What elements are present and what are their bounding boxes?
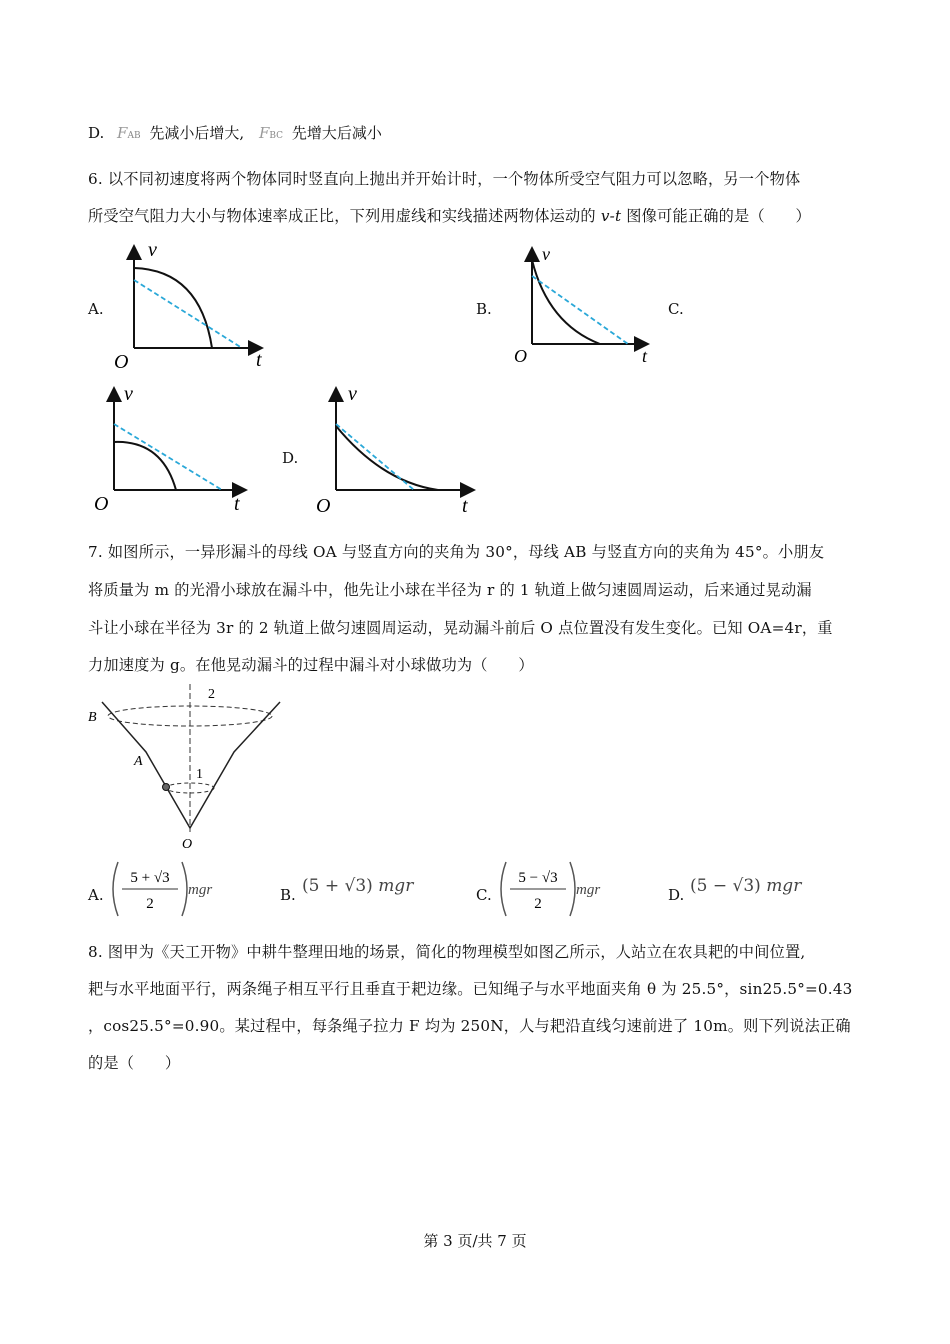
denominator: 2 <box>146 896 154 912</box>
dashed-line <box>114 424 222 490</box>
q7-line3: 斗让小球在半径为 3r 的 2 轨道上做匀速圆周运动，晃动漏斗前后 O 点位置没有发生变化。已知 OA=4r，重 <box>88 619 833 637</box>
t-label: t <box>234 493 240 515</box>
q7-option-b-label: B. <box>280 886 296 904</box>
f-bc-subscript: BC <box>269 131 284 141</box>
t-label: t <box>462 495 468 517</box>
v-label: v <box>148 239 157 261</box>
mgr: mgr <box>766 876 802 896</box>
option-label: D. <box>88 124 105 142</box>
q6-option-a-label: A. <box>88 300 104 318</box>
label-b: B <box>88 710 97 725</box>
q6-line2-var: v-t <box>600 207 622 225</box>
q6-option-d-label: D. <box>282 449 299 467</box>
expr: (5 + √3) <box>302 876 373 896</box>
v-label: v <box>542 244 550 264</box>
mgr: mgr <box>576 882 601 898</box>
q7-option-c-expr <box>496 858 616 920</box>
page-footer: 第 3 页/共 7 页 <box>423 1232 527 1250</box>
q7-line4: 力加速度为 g。在他晃动漏斗的过程中漏斗对小球做功为（ ） <box>88 656 534 674</box>
v-label: v <box>124 384 133 405</box>
left-paren <box>113 862 118 916</box>
f-ab-symbol: F <box>117 124 128 142</box>
q6-line2-post: 图像可能正确的是（ ） <box>626 207 811 225</box>
solid-curve <box>114 442 176 490</box>
q6-line2-pre: 所受空气阻力大小与物体速率成正比，下列用虚线和实线描述两物体运动的 <box>88 207 596 225</box>
q7-line2: 将质量为 m 的光滑小球放在漏斗中，他先让小球在半径为 r 的 1 轨道上做匀速圆周运动，后来通过晃动漏 <box>88 581 812 599</box>
q8-line1: 8. 图甲为《天工开物》中耕牛整理田地的场景，简化的物理模型如图乙所示，人站立在农具耙的中间位置, <box>88 943 806 961</box>
q6-line1: 6. 以不同初速度将两个物体同时竖直向上抛出并开始计时，一个物体所受空气阻力可以忽略，另一个物体 <box>88 170 801 188</box>
q6-option-b-label: B. <box>476 300 492 318</box>
t-label: t <box>642 346 648 366</box>
f-bc-symbol: F <box>258 124 270 142</box>
q7-option-a-expr <box>108 858 228 920</box>
f-ab-subscript: AB <box>127 131 141 141</box>
q6-option-c-label: C. <box>668 300 684 318</box>
mgr: mgr <box>378 876 414 896</box>
graph-b <box>508 244 658 368</box>
q5-d-text1: 先减小后增大, <box>149 124 245 142</box>
q7-option-d-label: D. <box>668 886 685 904</box>
graph-c <box>92 384 262 518</box>
q7-line1: 7. 如图所示，一异形漏斗的母线 OA 与竖直方向的夹角为 30°，母线 AB 与竖直方向的夹角为 45°。小朋友 <box>88 543 825 561</box>
graph-d <box>312 384 482 518</box>
v-label: v <box>348 384 357 405</box>
q7-option-c-label: C. <box>476 886 492 904</box>
right-paren <box>182 862 187 916</box>
expr: (5 − √3) <box>690 876 761 896</box>
q5-option-d <box>88 122 382 143</box>
label-o: O <box>182 837 193 852</box>
solid-curve <box>532 260 600 344</box>
t-label: t <box>256 349 262 371</box>
q7-option-b-expr <box>302 876 413 896</box>
q7-option-d-expr <box>690 876 801 896</box>
origin-label: O <box>514 346 527 366</box>
origin-label: O <box>114 351 129 372</box>
ball <box>163 784 170 791</box>
origin-label: O <box>94 493 109 515</box>
label-orbit2: 2 <box>208 687 215 702</box>
q7-option-a-label: A. <box>88 886 104 904</box>
q5-d-text2: 先增大后减小 <box>291 124 382 142</box>
label-a: A <box>134 754 143 769</box>
funnel-outline <box>102 702 280 828</box>
graph-a <box>110 238 280 372</box>
denominator: 2 <box>534 896 542 912</box>
origin-label: O <box>316 495 331 517</box>
solid-curve <box>134 268 212 348</box>
q8-line2: 耙与水平地面平行，两条绳子相互平行且垂直于耙边缘。已知绳子与水平地面夹角 θ 为 25.5°，sin25.5°=0.43 <box>88 980 853 998</box>
left-paren <box>501 862 506 916</box>
right-paren <box>570 862 575 916</box>
mgr: mgr <box>188 882 213 898</box>
numerator: 5 − √3 <box>518 870 558 886</box>
label-orbit1: 1 <box>196 767 203 782</box>
solid-curve <box>336 426 438 490</box>
q8-line4: 的是（ ） <box>88 1054 181 1072</box>
funnel-figure <box>84 680 294 852</box>
q6-line2 <box>88 205 811 226</box>
numerator: 5 + √3 <box>130 870 170 886</box>
q8-line3: ，cos25.5°=0.90。某过程中，每条绳子拉力 F 均为 250N，人与耙沿直线匀速前进了 10m。则下列说法正确 <box>88 1017 851 1035</box>
